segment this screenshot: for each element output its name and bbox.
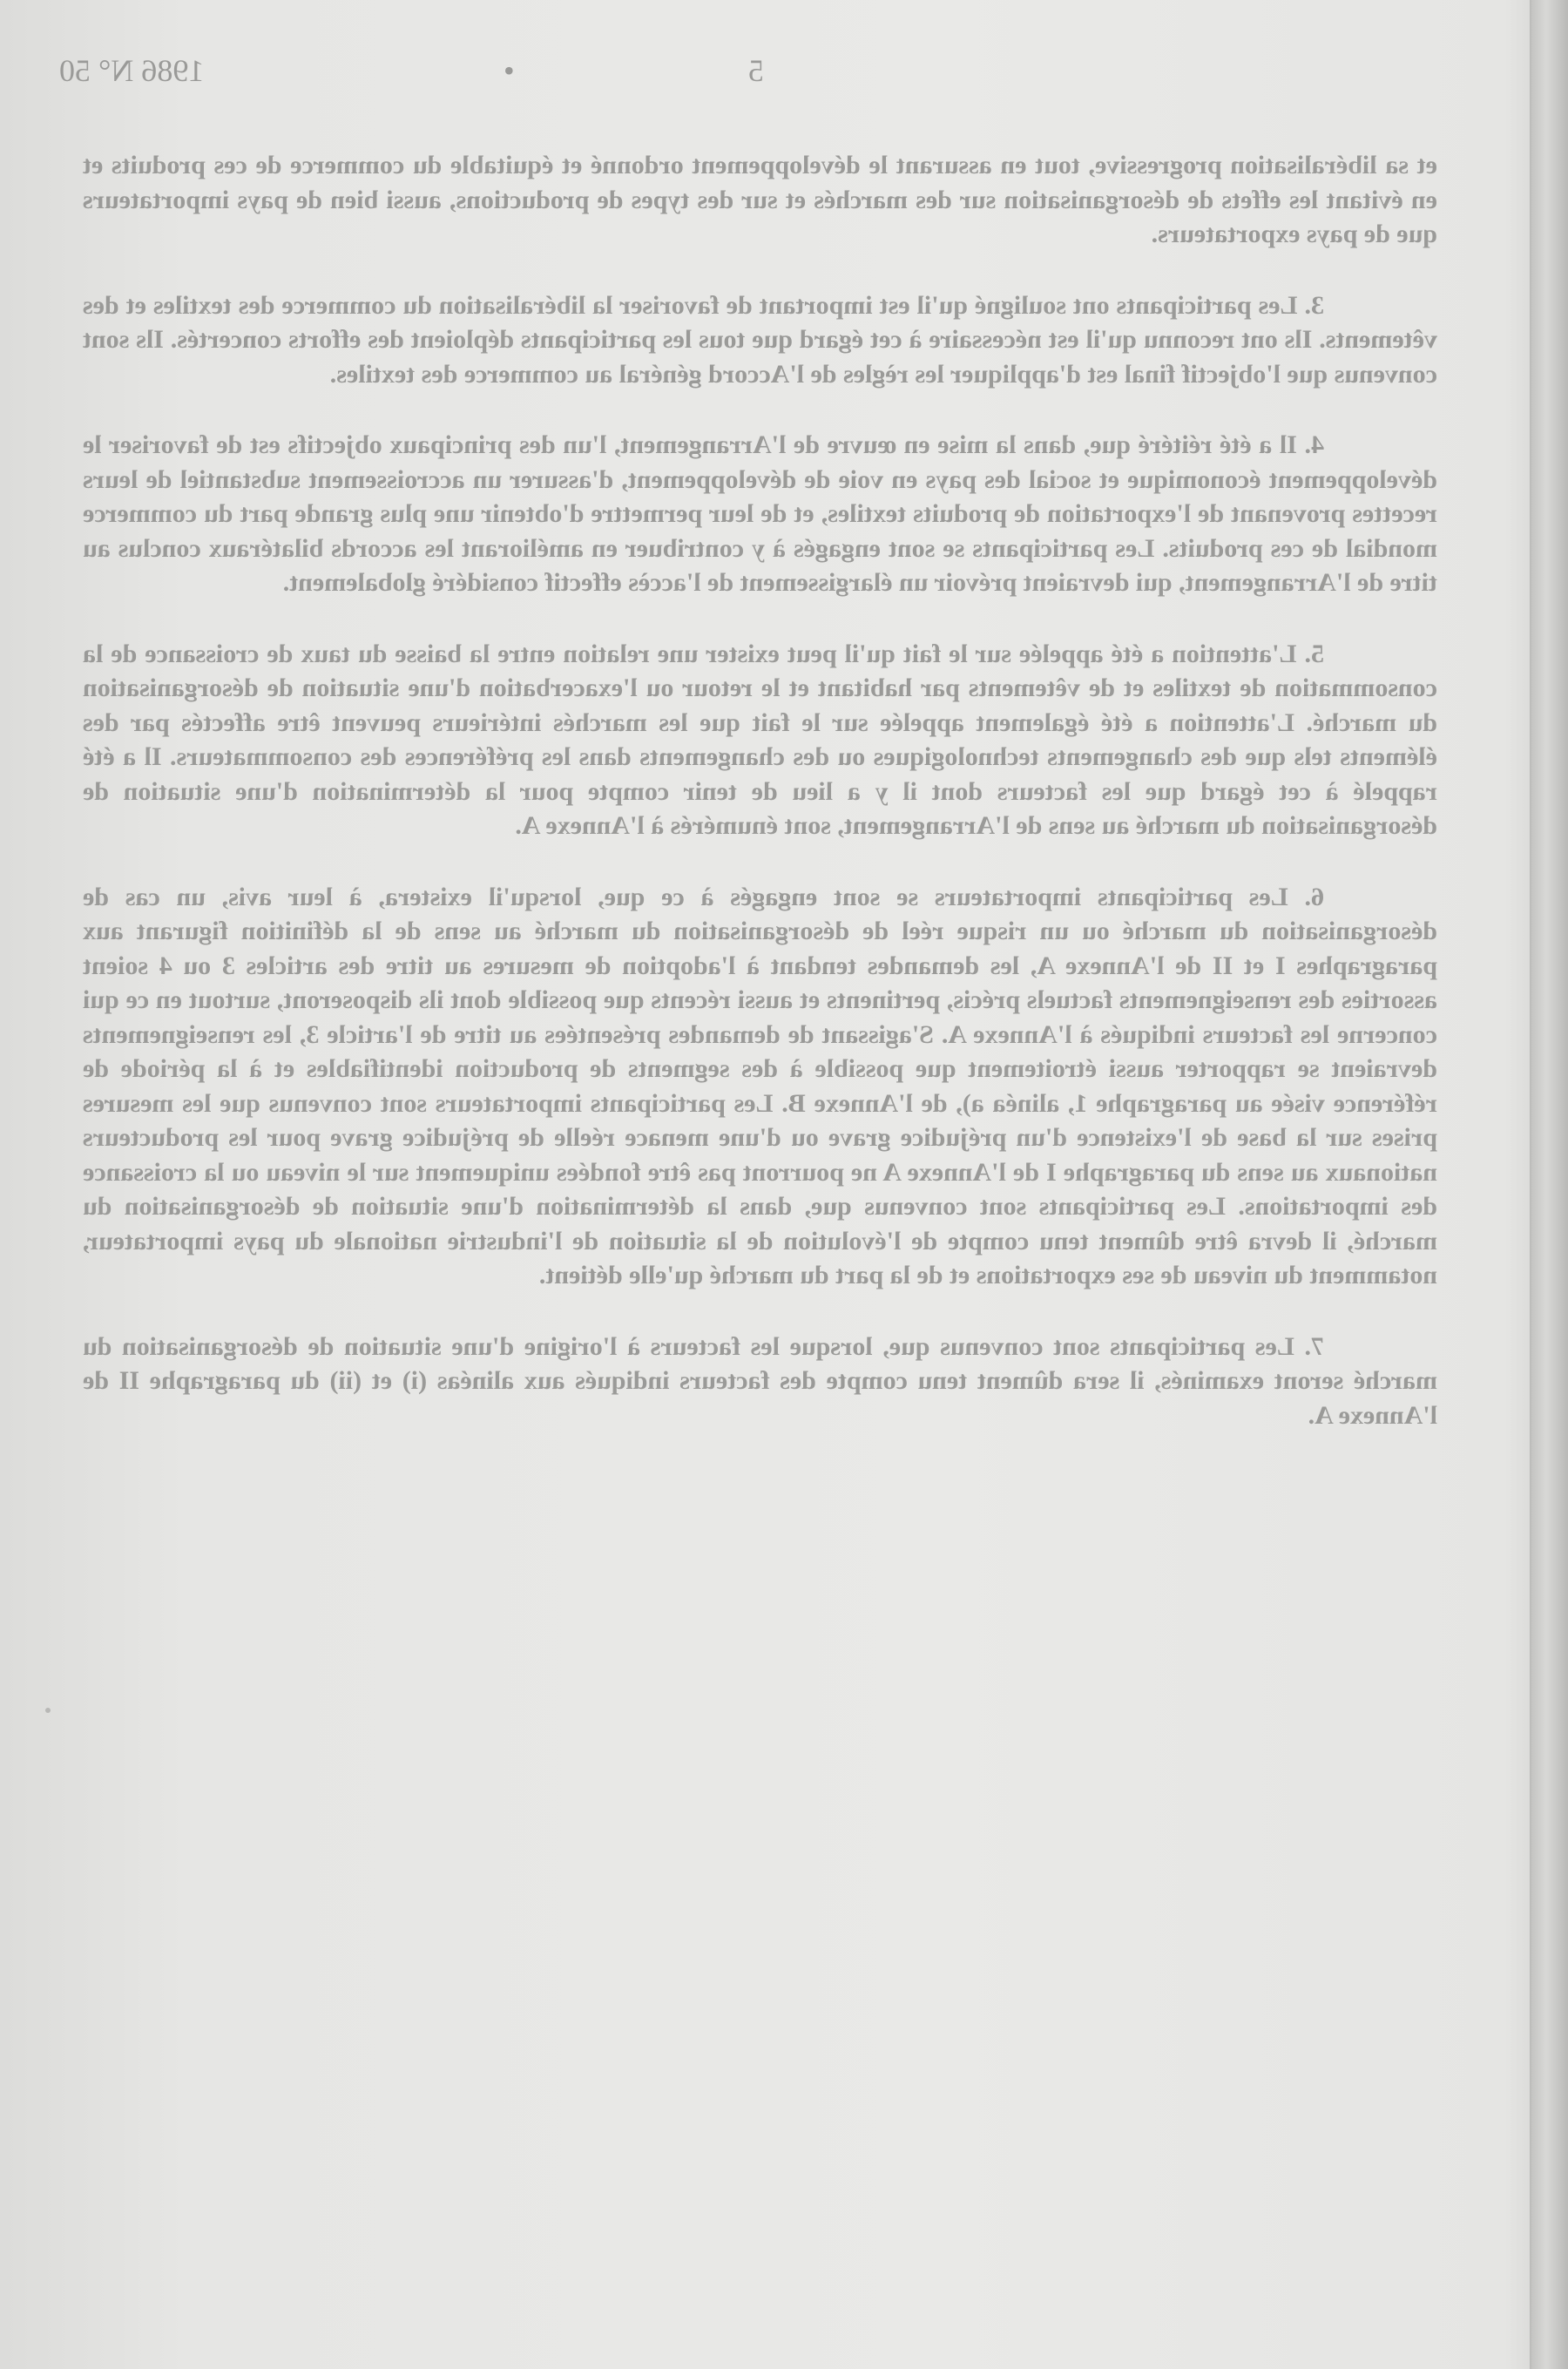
book-spine-edge — [1530, 0, 1568, 2369]
paragraph-6: 6. Les participants importateurs se sont engagés à ce que, lorsqu'il existera, à leur avis, un cas de désorganisation du marché ou un risque réel de désorganisation du marché au sens de la définition figurant aux paragraphes I et II de l'Annexe A, les demandes tendant à l'adoption de mesures au titre des articles 3 ou 4 soient assorties des renseignements factuels précis, pertinents et aussi récents que possible dont ils disposeront, surtout en ce qui concerne les facteurs indiqués à l'Annexe A. S'agissant de demandes présentées au titre de l'article 3, les renseignements devraient se rapporter aussi étroitement que possible à des segments de production identifiables et à la période de référence visée au paragraphe 1, alinéa a), de l'Annexe B. Les participants importateurs sont convenus que les mesures prises sur la base de l'existence d'un préjudice grave ou d'une menace réelle de préjudice grave pour les producteurs nationaux au sens du paragraphe I de l'Annexe A ne pourront pas être fondées uniquement sur le niveau ou la croissance des importations. Les participants sont convenus que, dans la détermination d'une situation de désorganisation du marché, il devra être dûment tenu compte de l'évolution de la situation de l'industrie nationale du pays importateur, notamment du niveau de ses exportations et de la part du marché qu'elle détient. — [83, 882, 1437, 1289]
bullet-mark: • — [504, 53, 515, 88]
paragraph-continuation: et sa libéralisation progressive, tout en assurant le développement ordonné et équitable du commerce de ces produits et en évitant les effets de désorganisation sur des marchés et sur des types de productions, aussi bien de pays importateurs que de pays exportateurs. — [83, 151, 1437, 248]
paragraph-5: 5. L'attention a été appelée sur le fait qu'il peut exister une relation entre la baisse du taux de croissance de la consommation de textiles et de vêtements par habitant et le retour ou l'exacerbation d'une situation de désorganisation du marché. L'attention a été également appelée sur le fait que les marchés intérieurs peuvent être affectés par des éléments tels que des changements technologiques ou des changements dans les préférences des consommateurs. Il a été rappelé à cet égard que les facteurs dont il y a lieu de tenir compte pour la détermination d'une situation de désorganisation du marché au sens de l'Arrangement, sont énumérés à l'Annexe A. — [83, 639, 1437, 840]
paragraph-3: 3. Les participants ont souligné qu'il est important de favoriser la libéralisation du commerce des textiles et des vêtements. Ils ont reconnu qu'il est nécessaire à cet égard que tous les participants déploient des efforts concertés. Ils sont convenus que l'objectif final est d'appliquer les règles de l'Accord général au commerce des textiles. — [83, 290, 1437, 389]
page-header — [59, 52, 1453, 105]
paragraph-7: 7. Les participants sont convenus que, lorsque les facteurs à l'origine d'une situation de désorganisation du marché seront examinés, il sera dûment tenu compte des facteurs indiqués aux alinéas (i) et (ii) du paragraphe II de l'Annexe A. — [83, 1331, 1437, 1430]
journal-issue: 1986 N° 50 — [59, 53, 205, 88]
body-text — [83, 148, 1437, 1469]
paper-speck — [45, 1708, 51, 1713]
page-number: 5 — [748, 53, 764, 88]
paragraph-4: 4. Il a été réitéré que, dans la mise en œuvre de l'Arrangement, l'un des principaux objectifs est de favoriser le développement économique et social des pays en voie de développement, d'assurer un accroissement substantiel de leurs recettes provenant de l'exportation de produits textiles, et de leur permettre d'obtenir une plus grande part du commerce mondial de ces produits. Les participants se sont engagés à y contribuer en améliorant les accords bilatéraux conclus au titre de l'Arrangement, qui devraient prévoir un élargissement de l'accès effectif considéré globalement. — [83, 430, 1437, 597]
